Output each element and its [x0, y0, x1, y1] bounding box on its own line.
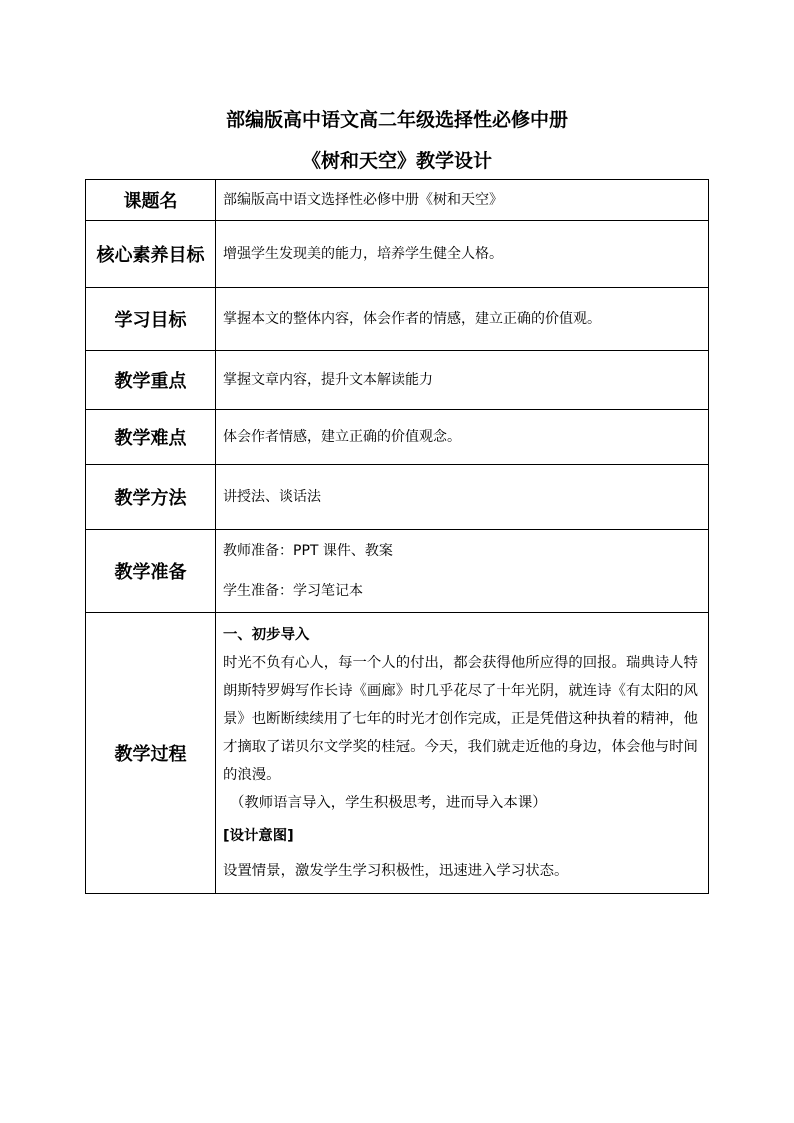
- design-intent-text: 设置情景，激发学生学习积极性，迅速进入学习状态。: [223, 863, 569, 879]
- table-row-core-literacy: [86, 221, 709, 288]
- lesson-plan-table: [85, 179, 709, 894]
- section-title-intro: 一、初步导入: [223, 627, 310, 643]
- row-value-core-literacy: 增强学生发现美的能力，培养学生健全人格。: [216, 221, 709, 288]
- document-title-line1: 部编版高中语文高二年级选择性必修中册: [225, 109, 568, 131]
- row-label-topic: 课题名: [86, 180, 216, 221]
- row-value-methods: 讲授法、谈话法: [216, 465, 709, 530]
- table-row-learning-goals: [86, 288, 709, 351]
- row-value-topic: 部编版高中语文选择性必修中册《树和天空》: [216, 180, 709, 221]
- document-title-line2: 《树和天空》教学设计: [301, 150, 492, 172]
- row-value-learning-goals: 掌握本文的整体内容，体会作者的情感，建立正确的价值观。: [216, 288, 709, 351]
- intro-paragraph: 时光不负有心人，每一个人的付出，都会获得他所应得的回报。瑞典诗人特朗斯特罗姆写作长诗《画廊》时几乎花尽了十年光阴，就连诗《有太阳的风景》也断断续续用了七年的时光才创作完成，正是凭借这种执着的精神，他才摘取了诺贝尔文学奖的桂冠。今天，我们就走近他的身边，体会他与时间的浪漫。: [223, 655, 698, 783]
- teacher-preparation: 教师准备：PPT 课件、教案: [223, 543, 393, 559]
- row-value-process: [216, 613, 709, 894]
- row-label-difficulties: 教学难点: [86, 410, 216, 465]
- row-value-preparation: [216, 530, 709, 613]
- row-value-difficulties: 体会作者情感，建立正确的价值观念。: [216, 410, 709, 465]
- row-label-learning-goals: 学习目标: [86, 288, 216, 351]
- row-label-preparation: 教学准备: [86, 530, 216, 613]
- table-row-methods: [86, 465, 709, 530]
- intro-note: （教师语言导入，学生积极思考，进而导入本课）: [230, 795, 547, 811]
- table-row-preparation: [86, 530, 709, 613]
- table-row-difficulties: [86, 410, 709, 465]
- table-row-process: [86, 613, 709, 894]
- row-label-key-points: 教学重点: [86, 351, 216, 410]
- row-value-key-points: 掌握文章内容，提升文本解读能力: [216, 351, 709, 410]
- table-row-key-points: [86, 351, 709, 410]
- row-label-methods: 教学方法: [86, 465, 216, 530]
- row-label-core-literacy: 核心素养目标: [86, 221, 216, 288]
- table-row-topic: [86, 180, 709, 221]
- row-label-process: 教学过程: [86, 613, 216, 894]
- student-preparation: 学生准备：学习笔记本: [223, 583, 363, 599]
- design-intent-title: [设计意图]: [223, 828, 294, 844]
